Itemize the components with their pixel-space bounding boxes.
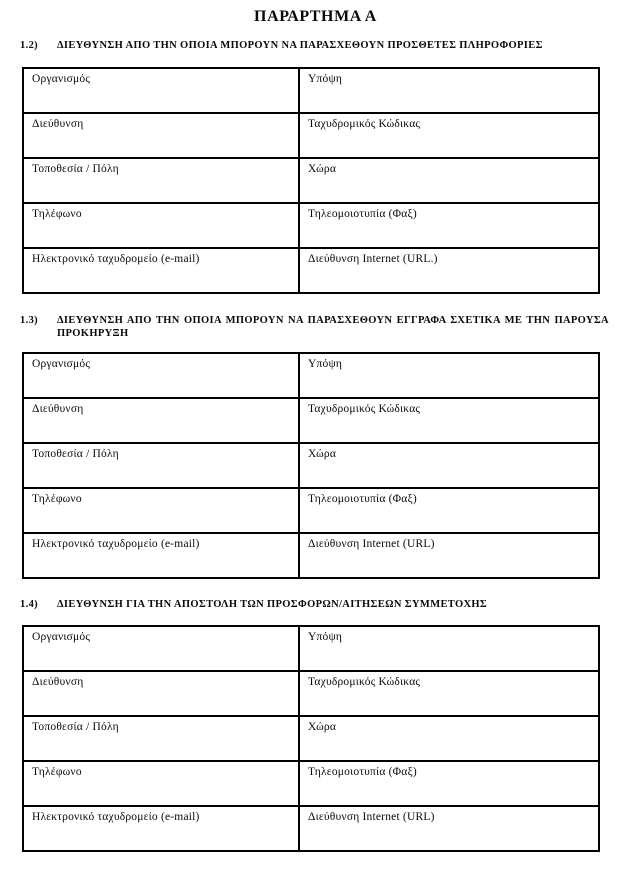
field-label-cell: Διεύθυνση	[23, 671, 299, 716]
table-row	[23, 806, 599, 851]
field-label-cell: Διεύθυνση Internet (URL)	[299, 806, 599, 851]
address-form-table	[22, 67, 600, 294]
field-label-cell: Διεύθυνση Internet (URL)	[299, 533, 599, 578]
table-row	[23, 671, 599, 716]
table-row	[23, 398, 599, 443]
section-heading-row	[0, 598, 631, 611]
section-heading-row	[0, 39, 631, 52]
field-label-cell: Οργανισμός	[23, 68, 299, 113]
field-label-cell: Διεύθυνση	[23, 113, 299, 158]
field-label-cell: Χώρα	[299, 443, 599, 488]
field-label-cell: Τηλεομοιοτυπία (Φαξ)	[299, 488, 599, 533]
section-number: 1.3)	[20, 315, 39, 326]
field-label-cell: Τοποθεσία / Πόλη	[23, 716, 299, 761]
section-heading: ΔΙΕΥΘΥΝΣΗ ΓΙΑ ΤΗΝ ΑΠΟΣΤΟΛΗ ΤΩΝ ΠΡΟΣΦΟΡΩΝ/ΑΙΤΗΣΕΩΝ ΣΥΜΜΕΤΟΧΗΣ	[57, 599, 488, 610]
field-label-cell: Οργανισμός	[23, 353, 299, 398]
table-row	[23, 488, 599, 533]
section-gap	[0, 579, 631, 598]
field-label-cell: Τοποθεσία / Πόλη	[23, 443, 299, 488]
field-label-cell: Τηλέφωνο	[23, 761, 299, 806]
field-label-cell: Ηλεκτρονικό ταχυδρομείο (e-mail)	[23, 806, 299, 851]
field-label-cell: Υπόψη	[299, 626, 599, 671]
field-label-cell: Διεύθυνση	[23, 398, 299, 443]
table-row	[23, 203, 599, 248]
address-form-table	[22, 625, 600, 852]
table-row	[23, 113, 599, 158]
field-label-cell: Χώρα	[299, 716, 599, 761]
section-heading: ΔΙΕΥΘΥΝΣΗ ΑΠΟ ΤΗΝ ΟΠΟΙΑ ΜΠΟΡΟΥΝ ΝΑ ΠΑΡΑΣΧΕΘΟΥΝ ΕΓΓΡΑΦΑ ΣΧΕΤΙΚΑ ΜΕ ΤΗΝ ΠΑΡΟΥΣΑ ΠΡΟΚΗΡΥΞΗ	[57, 315, 609, 339]
section-send-offers	[0, 598, 631, 852]
field-label-cell: Τηλέφωνο	[23, 203, 299, 248]
section-gap	[0, 294, 631, 314]
field-label-cell: Υπόψη	[299, 68, 599, 113]
section-number: 1.2)	[20, 40, 39, 51]
field-label-cell: Τηλέφωνο	[23, 488, 299, 533]
field-label-cell: Ταχυδρομικός Κώδικας	[299, 671, 599, 716]
section-additional-info	[0, 39, 631, 294]
field-label-cell: Ταχυδρομικός Κώδικας	[299, 113, 599, 158]
table-row	[23, 761, 599, 806]
table-row	[23, 443, 599, 488]
section-number: 1.4)	[20, 599, 39, 610]
field-label-cell: Χώρα	[299, 158, 599, 203]
field-label-cell: Οργανισμός	[23, 626, 299, 671]
table-row	[23, 533, 599, 578]
field-label-cell: Διεύθυνση Internet (URL.)	[299, 248, 599, 293]
section-heading-row	[0, 314, 631, 340]
section-heading: ΔΙΕΥΘΥΝΣΗ ΑΠΟ ΤΗΝ ΟΠΟΙΑ ΜΠΟΡΟΥΝ ΝΑ ΠΑΡΑΣΧΕΘΟΥΝ ΠΡΟΣΘΕΤΕΣ ΠΛΗΡΟΦΟΡΙΕΣ	[57, 40, 543, 51]
field-label-cell: Υπόψη	[299, 353, 599, 398]
field-label-cell: Ηλεκτρονικό ταχυδρομείο (e-mail)	[23, 533, 299, 578]
table-row	[23, 248, 599, 293]
table-row	[23, 353, 599, 398]
field-label-cell: Τηλεομοιοτυπία (Φαξ)	[299, 761, 599, 806]
page-title: ΠΑΡΑΡΤΗΜΑ Α	[254, 8, 377, 25]
section-documents	[0, 314, 631, 579]
address-form-table	[22, 352, 600, 579]
table-row	[23, 68, 599, 113]
field-label-cell: Ηλεκτρονικό ταχυδρομείο (e-mail)	[23, 248, 299, 293]
field-label-cell: Τοποθεσία / Πόλη	[23, 158, 299, 203]
table-row	[23, 716, 599, 761]
table-row	[23, 626, 599, 671]
field-label-cell: Ταχυδρομικός Κώδικας	[299, 398, 599, 443]
field-label-cell: Τηλεομοιοτυπία (Φαξ)	[299, 203, 599, 248]
table-row	[23, 158, 599, 203]
